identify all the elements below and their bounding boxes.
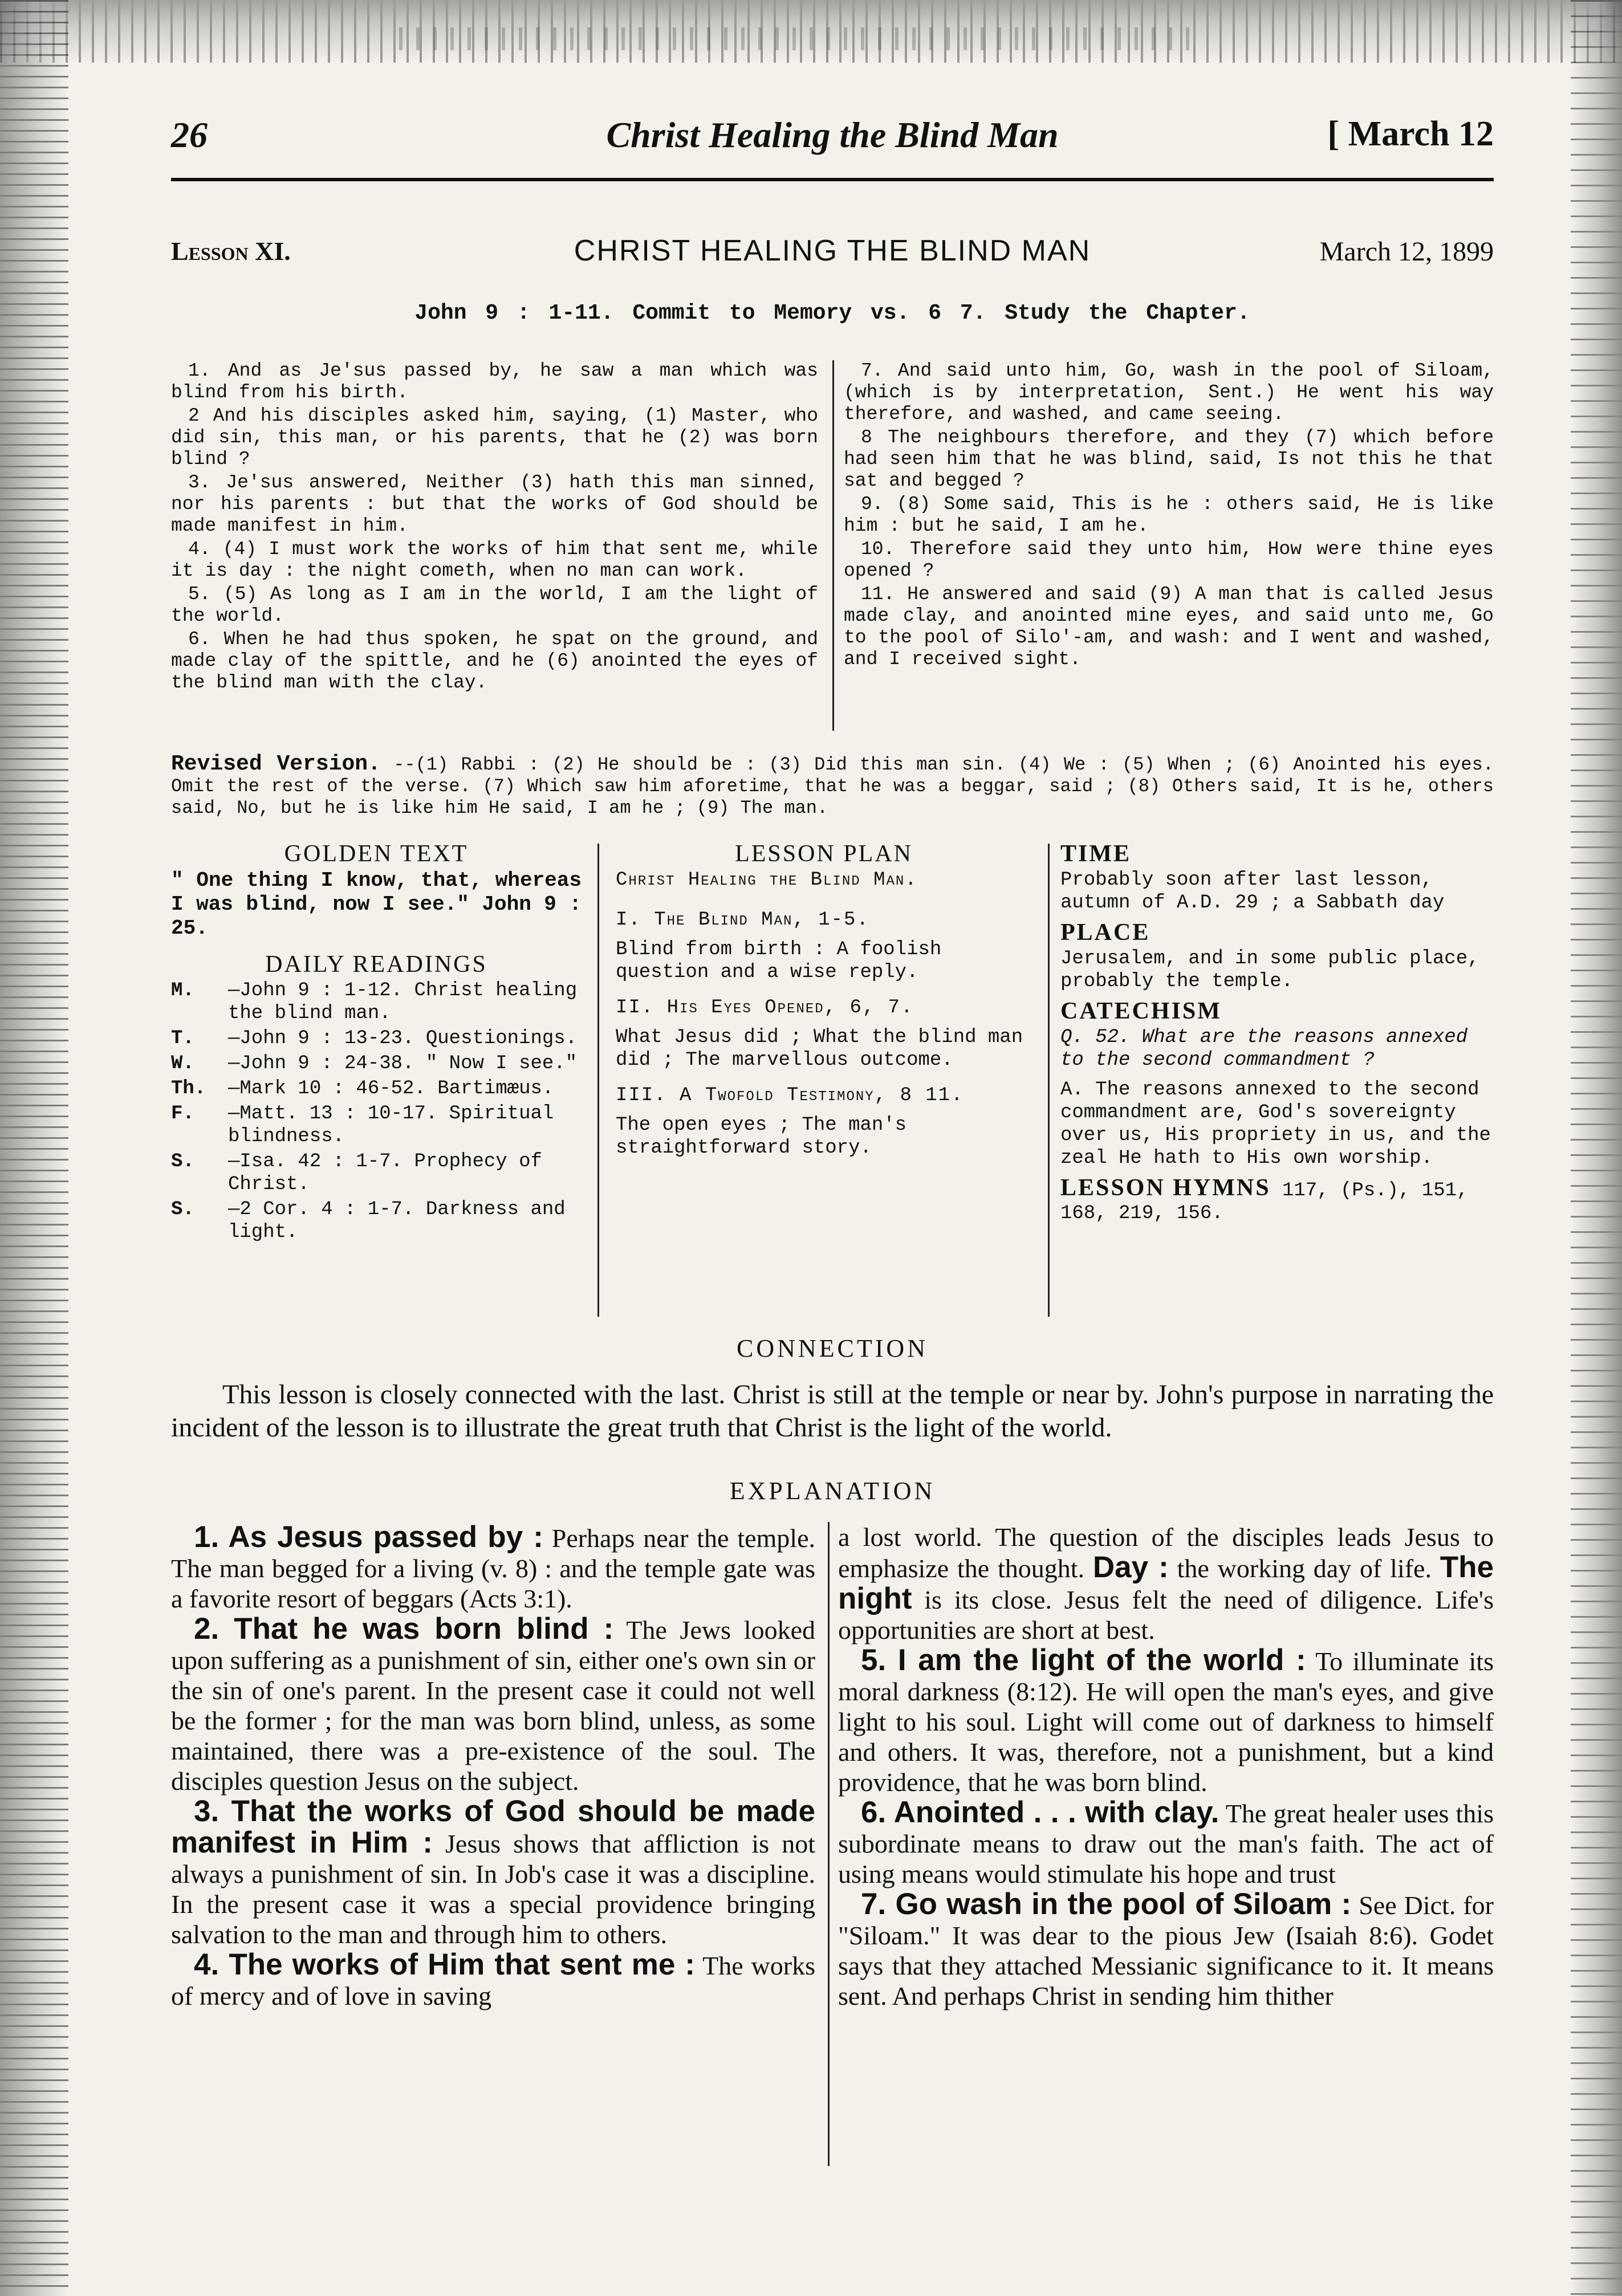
plan-section-desc: The open eyes ; The man's straightforward story.	[616, 1114, 907, 1159]
lesson-plan-subtitle: Christ Healing the Blind Man.	[616, 869, 918, 891]
golden-text: " One thing I know, that, whereas I was blind, now I see." John 9 : 25.	[171, 869, 582, 940]
explanation-paragraph: 3. That the works of God should be made manifest in Him : Jesus shows that affliction is not always a punishment of sin. In Job's case it was a discipline. In the present case it was a special providence bringing salvation to the man and through him to others.	[171, 1794, 815, 1949]
revised-version-label: Revised Version.	[171, 752, 381, 776]
scan-noise	[399, 27, 1197, 50]
verses-left-column	[171, 360, 818, 695]
plan-section-title: I. The Blind Man, 1-5.	[616, 909, 869, 931]
explanation-paragraph: 1. As Jesus passed by : Perhaps near the temple. The man begged for a living (v. 8) : and the temple gate was a favorite resort of beggars (Acts 3:1).	[171, 1520, 815, 1613]
daily-reading: S. —2 Cor. 4 : 1-7. Darkness and light.	[171, 1199, 566, 1243]
hymns-text: 117, (Ps.), 151, 168, 219, 156.	[1060, 1180, 1469, 1224]
verse: 2 And his disciples asked him, saying, (1) Master, who did sin, this man, or his parents, that he (2) was born blind ?	[171, 405, 818, 470]
plan-section-title: III. A Twofold Testimony, 8 11.	[616, 1085, 964, 1106]
lesson-plan-column	[616, 842, 1032, 1166]
golden-text-column	[171, 842, 582, 1246]
verse: 1. And as Je'sus passed by, he saw a man which was blind from his birth.	[171, 360, 818, 403]
daily-reading: T. —John 9 : 13-23. Questionings.	[171, 1028, 578, 1049]
explanation-heading: EXPLANATION	[729, 1477, 936, 1505]
lesson-title: CHRIST HEALING THE BLIND MAN	[574, 234, 1091, 267]
plan-section-desc: What Jesus did ; What the blind man did ; The marvellous outcome.	[616, 1027, 1023, 1071]
explanation-paragraph: 6. Anointed . . . with clay. The great healer uses this subordinate means to draw out the man's faith. The act of using means would stimulate his hope and trust	[838, 1796, 1494, 1888]
connection-text: This lesson is closely connected with the last. Christ is still at the temple or near by. John's purpose in narrating the incident of the lesson is to illustrate the great truth that Christ is the light of the world.	[171, 1379, 1494, 1443]
daily-reading: M. —John 9 : 1-12. Christ healing the blind man.	[171, 980, 578, 1024]
hymns-heading: LESSON HYMNS	[1060, 1175, 1271, 1201]
column-divider	[832, 360, 834, 731]
daily-reading: W. —John 9 : 24-38. " Now I see."	[171, 1053, 578, 1074]
lesson-number: Lesson XI.	[171, 237, 291, 266]
catechism-answer: A. The reasons annexed to the second commandment are, God's sovereignty over us, His propriety in us, and the zeal He hath to His own worship.	[1060, 1079, 1491, 1169]
explanation-paragraph: 7. Go wash in the pool of Siloam : See Dict. for "Siloam." It was dear to the pious Jew (Isaiah 8:6). Godet says that they attached Messianic significance to it. It means sent. And perhaps Christ in sending him thither	[838, 1887, 1494, 2010]
catechism-question: Q. 52. What are the reasons annexed to the second commandment ?	[1060, 1027, 1468, 1071]
explanation-right-column	[838, 1522, 1494, 2011]
lesson-plan-heading: LESSON PLAN	[735, 841, 913, 867]
connection-heading: CONNECTION	[737, 1334, 928, 1362]
place-text: Jerusalem, and in some public place, probably the temple.	[1060, 948, 1479, 992]
column-divider	[1048, 844, 1050, 1317]
explanation-paragraph: 2. That he was born blind : The Jews looked upon suffering as a punishment of sin, either one's own sin or the sin of one's parent. In the present case it could not well be the former ; for the man was born blind, unless, as some maintained, there was a pre-existence of the soul. The disciples question Jesus on the subject.	[171, 1612, 815, 1796]
daily-reading: F. —Matt. 13 : 10-17. Spiritual blindness.	[171, 1103, 554, 1147]
time-place-column	[1060, 842, 1494, 1232]
daily-readings-heading: DAILY READINGS	[265, 951, 487, 978]
place-heading: PLACE	[1060, 919, 1151, 946]
time-heading: TIME	[1060, 841, 1132, 867]
verse: 6. When he had thus spoken, he spat on the ground, and made clay of the spittle, and he (6) anointed the eyes of the blind man with the clay.	[171, 629, 818, 693]
scan-edge-right	[1571, 0, 1622, 2296]
revised-version	[171, 754, 1494, 819]
verse: 8 The neighbours therefore, and they (7) which before had seen him that he was blind, said, Is not this he that sat and begged ?	[844, 427, 1494, 491]
explanation-paragraph: 4. The works of Him that sent me : The works of mercy and of love in saving	[171, 1948, 816, 2010]
explanation-paragraph: a lost world. The question of the disciples leads Jesus to emphasize the thought. Day : the working day of life. The night is its close. Jesus felt the need of diligence. Life's opportunities are short at best.	[838, 1522, 1494, 1644]
verse: 5. (5) As long as I am in the world, I am the light of the world.	[171, 584, 818, 626]
verse: 7. And said unto him, Go, wash in the pool of Siloam, (which is by interpretation, Sent.) He went his way therefore, and washed, and came seeing.	[844, 360, 1494, 425]
page-number: 26	[171, 115, 208, 155]
plan-section-title: II. His Eyes Opened, 6, 7.	[616, 997, 914, 1019]
explanation-left-column	[171, 1522, 815, 2011]
golden-text-heading: GOLDEN TEXT	[284, 841, 469, 867]
column-divider	[597, 844, 599, 1317]
verse: 4. (4) I must work the works of him that sent me, while it is day : the night cometh, when no man can work.	[171, 539, 818, 581]
verse: 11. He answered and said (9) A man that is called Jesus made clay, and anointed mine eyes, and said unto me, Go to the pool of Silo'-am, and wash: and I went and washed, and I received sight.	[844, 584, 1494, 670]
scripture-reference: John 9 : 1-11. Commit to Memory vs. 6 7. Study the Chapter.	[414, 301, 1250, 325]
plan-section-desc: Blind from birth : A foolish question and a wise reply.	[616, 939, 942, 983]
header-rule	[171, 178, 1494, 181]
daily-reading: Th. —Mark 10 : 46-52. Bartimæus.	[171, 1078, 554, 1100]
scan-edge-left	[0, 0, 68, 2296]
explanation-paragraph: 5. I am the light of the world : To illuminate its moral darkness (8:12). He will open the man's eyes, and give light to his soul. Light will come out of darkness to himself and others. It was, therefore, not a punishment, but a kind providence, that he was born blind.	[838, 1643, 1494, 1797]
lesson-header	[171, 234, 1494, 279]
verses-right-column	[844, 360, 1494, 672]
column-divider	[828, 1522, 830, 2166]
running-head	[171, 114, 1494, 165]
catechism-heading: CATECHISM	[1060, 998, 1222, 1024]
running-title: Christ Healing the Blind Man	[606, 115, 1059, 155]
running-date: [ March 12	[1327, 115, 1494, 153]
verse: 3. Je'sus answered, Neither (3) hath this man sinned, nor his parents : but that the works of God should be made manifest in him.	[171, 472, 818, 536]
verse: 10. Therefore said they unto him, How were thine eyes opened ?	[844, 539, 1494, 581]
revised-version-text: --(1) Rabbi : (2) He should be : (3) Did this man sin. (4) We : (5) When ; (6) Anointed his eyes. Omit the rest of the verse. (7) Which saw him aforetime, that he was a beggar, said ; (8) Others said, It is he, others said, No, but he is like him He said, I am he ; (9) The man.	[171, 754, 1494, 819]
lesson-date: March 12, 1899	[1319, 237, 1494, 267]
daily-reading: S. —Isa. 42 : 1-7. Prophecy of Christ.	[171, 1151, 542, 1195]
time-text: Probably soon after last lesson, autumn of A.D. 29 ; a Sabbath day	[1060, 869, 1445, 914]
verse: 9. (8) Some said, This is he : others said, He is like him : but he said, I am he.	[844, 494, 1494, 536]
